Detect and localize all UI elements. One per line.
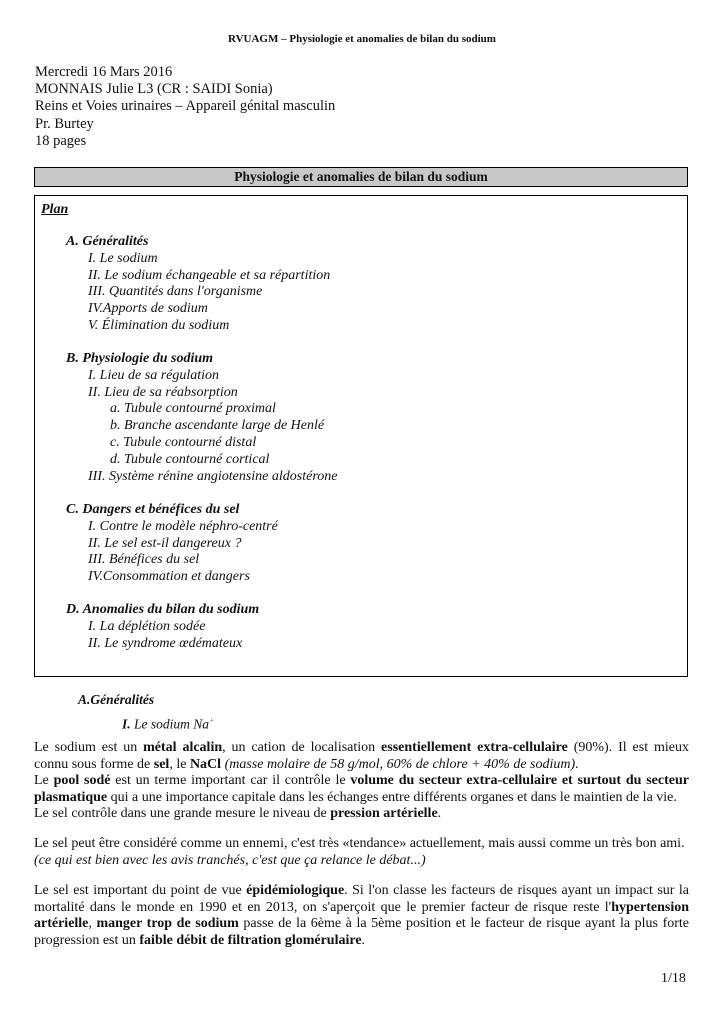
italic-run: (masse molaire de 58 g/mol, 60% de chlore + 40% de sodium) [221, 756, 576, 772]
paragraph-pool-sode [34, 773, 689, 806]
plan-label: Plan [41, 202, 69, 217]
bold-run: métal alcalin [143, 740, 223, 755]
text-run: passe de la 6ème à la 5ème position et le facteur de risque ayant la plus forte progression est un [34, 916, 690, 948]
text-run: , [88, 916, 97, 932]
plan-section-title: B. Physiologie du sodium [66, 351, 214, 366]
text-run: , le [169, 756, 190, 772]
section-heading-generalites: A.Généralités [78, 692, 155, 707]
bold-run: pression artérielle [330, 806, 438, 821]
text-run: Le sodium est un [34, 740, 144, 755]
paragraph-ennemi-ami [34, 836, 689, 869]
plan-section-a [66, 234, 330, 335]
plan-subitem: b. Branche ascendante large de Henlé [110, 418, 325, 434]
paragraph-sodium-definition [34, 740, 689, 773]
meta-author: MONNAIS Julie L3 (CR : SAIDI Sonia) [35, 81, 273, 98]
plan-item: IV.Apports de sodium [88, 301, 208, 317]
meta-page-count: 18 pages [35, 132, 87, 149]
text-run: Le sel contrôle dans une grande mesure le niveau de [34, 806, 331, 821]
plan-item: V. Élimination du sodium [88, 317, 230, 333]
plan-item: II. Lieu de sa réabsorption [88, 384, 238, 400]
plan-subitem: d. Tubule contourné cortical [110, 451, 270, 467]
subsection-number: I. [122, 716, 131, 732]
running-header: RVUAGM – Physiologie et anomalies de bilan du sodium [228, 33, 496, 45]
plan-item: I. Lieu de sa régulation [88, 367, 220, 383]
meta-date: Mercredi 16 Mars 2016 [35, 64, 173, 80]
text-run: . [575, 756, 579, 772]
plan-section-c [66, 502, 278, 586]
subsection-heading-sodium [122, 716, 214, 733]
text-run: (90%). Il est mieux connu sous forme de [34, 740, 689, 772]
text-run: qui a une importance capitale dans les échanges entre différents organes et dans le maintien de la vie. [107, 789, 677, 805]
meta-course: Reins et Voies urinaires – Appareil génital masculin [35, 98, 336, 115]
text-run: Le sel peut être considéré comme un ennemi, c'est très «tendance» actuellement, mais aussi comme un très bon ami. [34, 836, 685, 851]
meta-professor: Pr. Burtey [35, 115, 94, 132]
bold-run: NaCl [189, 756, 222, 772]
text-run: . [437, 806, 442, 821]
plan-section-title: C. Dangers et bénéfices du sel [66, 502, 240, 517]
text-run: . [361, 932, 366, 948]
superscript-plus: + [209, 716, 215, 725]
plan-subitem: a. Tubule contourné proximal [110, 401, 276, 417]
text-run: Le [34, 773, 54, 788]
bold-run: sel [153, 756, 170, 772]
plan-item: I. Le sodium [88, 250, 158, 266]
document-metadata [35, 64, 335, 150]
plan-item: III. Système rénine angiotensine aldostérone [88, 468, 338, 484]
text-run: . Si l'on classe les facteurs de risques ayant un impact sur la mortalité dans le monde en 1990 et en 2013, on s'aperçoit que le premier facteur de risque reste l' [34, 883, 690, 915]
text-run: est un terme important car il contrôle le [110, 773, 351, 788]
plan-item: IV.Consommation et dangers [88, 569, 250, 585]
plan-item: I. La déplétion sodée [88, 618, 206, 634]
page-number: 1/18 [661, 971, 686, 986]
bold-run: essentiellement extra-cellulaire [381, 740, 568, 755]
plan-section-title: A. Généralités [66, 234, 149, 249]
plan-section-b [66, 351, 337, 485]
plan-box [34, 195, 688, 677]
plan-section-title: D. Anomalies du bilan du sodium [66, 602, 260, 617]
plan-section-d [66, 602, 259, 652]
plan-item: III. Bénéfices du sel [88, 552, 200, 568]
plan-item: III. Quantités dans l'organisme [88, 284, 263, 300]
subsection-title: Le sodium Na [134, 716, 210, 732]
plan-item: II. Le sodium échangeable et sa répartition [88, 267, 331, 283]
plan-item: II. Le sel est-il dangereux ? [88, 535, 242, 551]
bold-run: hypertension artérielle [34, 899, 689, 932]
paragraph-epidemiologie [34, 883, 689, 949]
bold-run: pool sodé [53, 773, 111, 788]
plan-item: II. Le syndrome œdémateux [88, 635, 243, 651]
bold-run: épidémiologique [246, 883, 345, 898]
paragraph-pression [34, 806, 689, 823]
plan-subitem: c. Tubule contourné distal [110, 434, 257, 450]
bold-run: manger trop de sodium [96, 916, 239, 932]
plan-item: I. Contre le modèle néphro-centré [88, 518, 278, 534]
document-title: Physiologie et anomalies de bilan du sodium [34, 167, 688, 187]
italic-run: (ce qui est bien avec les avis tranchés, c'est que ça relance le débat...) [34, 852, 426, 868]
text-run: Le sel est important du point de vue [34, 883, 247, 898]
text-run: , un cation de localisation [222, 740, 382, 755]
bold-run: faible débit de filtration glomérulaire [139, 932, 362, 948]
bold-run: volume du secteur extra-cellulaire et surtout du secteur plasmatique [34, 773, 689, 805]
